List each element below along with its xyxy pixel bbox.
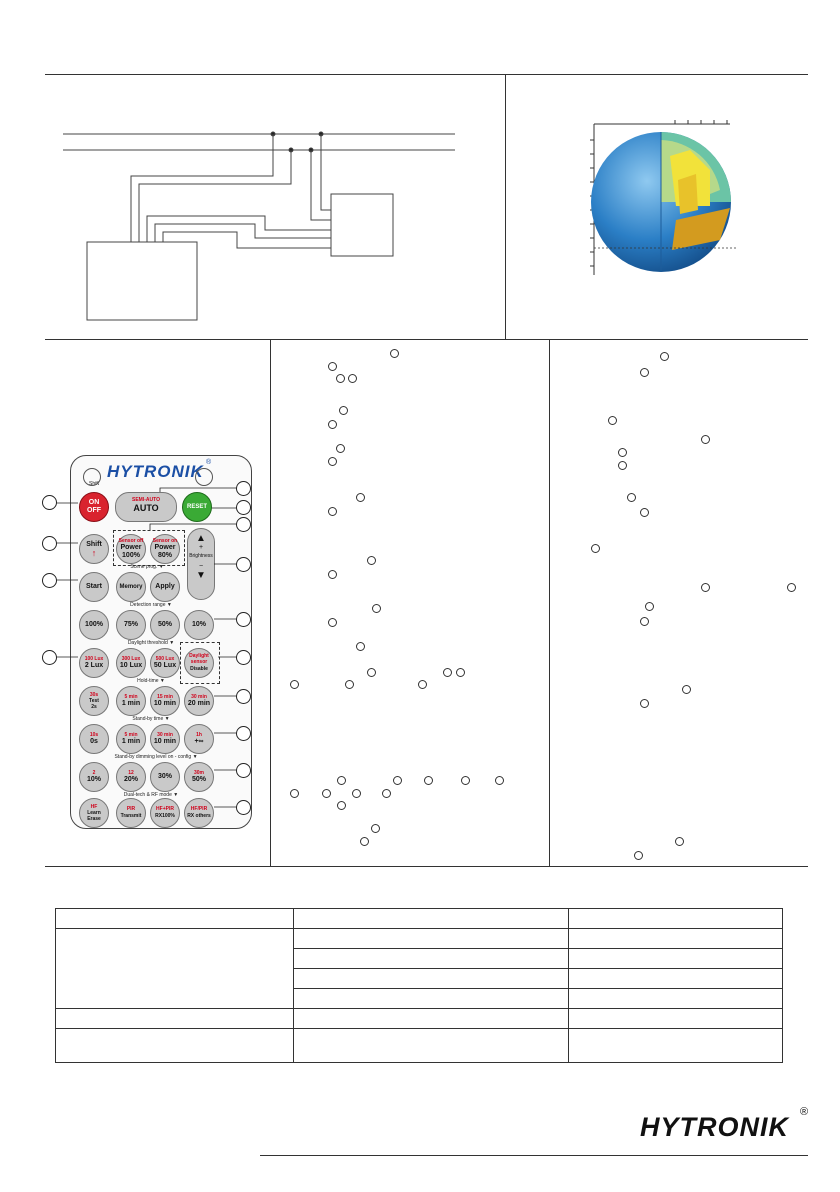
- dim-12-label: 12: [128, 770, 134, 776]
- auto-label: AUTO: [133, 503, 159, 513]
- reference-marker: [328, 507, 337, 516]
- standby-time-label: Stand-by time ▼: [132, 716, 170, 722]
- top-divider: [505, 74, 506, 339]
- reference-marker: [356, 493, 365, 502]
- scene-prog-label: Scene prog. ▼: [130, 564, 164, 570]
- lux-300-label: 300 Lux: [121, 656, 141, 662]
- range-100-button[interactable]: 100%: [79, 610, 109, 640]
- hold-5min-label: 5 min: [124, 694, 138, 700]
- reference-marker: [322, 789, 331, 798]
- hold-1min-label: 1 min: [121, 700, 141, 707]
- hf-pir-label: HF+PIR: [156, 806, 174, 812]
- reference-marker: [787, 583, 796, 592]
- reference-marker: [461, 776, 470, 785]
- reference-marker: [608, 416, 617, 425]
- sensor-off-label: Sensor off: [118, 538, 144, 544]
- standby-infinite-label: +∞: [194, 738, 204, 745]
- scene-apply-button[interactable]: Apply: [150, 572, 180, 602]
- standby-1min-label: 1 min: [121, 738, 141, 745]
- reference-marker: [591, 544, 600, 553]
- scene-start-button[interactable]: Start: [79, 572, 109, 602]
- standby-0s-label: 0s: [90, 738, 98, 745]
- hf-label: HF: [90, 804, 98, 810]
- on-off-button[interactable]: ON OFF: [79, 492, 109, 522]
- reference-marker: [352, 789, 361, 798]
- reference-marker: [336, 444, 345, 453]
- hold-30min-label: 30 min: [191, 694, 207, 700]
- hf-slash-pir-label: HF/PIR: [190, 806, 208, 812]
- reference-marker: [356, 642, 365, 651]
- brightness-plus-icon: +: [198, 544, 204, 551]
- dimming-level-text: Stand-by dimming level: [114, 754, 167, 760]
- lower-rule: [45, 866, 808, 867]
- reference-marker: [339, 406, 348, 415]
- remote-brand-mark: ®: [206, 459, 212, 466]
- range-50-button[interactable]: 50%: [150, 610, 180, 640]
- brightness-down-button[interactable]: ▼: [196, 570, 206, 581]
- reference-marker: [618, 448, 627, 457]
- table-row: [56, 1029, 783, 1063]
- sensor-on-label: Sensor on: [152, 538, 178, 544]
- reference-marker: [337, 776, 346, 785]
- detection-pattern-diagram: [580, 110, 750, 295]
- reference-marker: [640, 699, 649, 708]
- mid-divider-1: [270, 339, 271, 866]
- reference-marker: [424, 776, 433, 785]
- reference-marker: [337, 801, 346, 810]
- reference-marker: [336, 374, 345, 383]
- shift-arrow-icon: ↑: [91, 548, 97, 558]
- pir-label: PIR: [126, 806, 136, 812]
- footer-logo: HYTRONIK: [640, 1112, 789, 1142]
- hold-30s-label: 30s: [89, 692, 99, 698]
- semi-auto-label: SEMI-AUTO: [132, 497, 160, 503]
- table-row: [56, 1009, 783, 1029]
- daylight-threshold-label: Daylight threshold ▼: [127, 640, 175, 646]
- dual-tech-label: Dual-tech & RF mode ▼: [123, 792, 179, 798]
- reference-marker: [682, 685, 691, 694]
- dim-30-button[interactable]: 30%: [150, 762, 180, 792]
- dim-20-label: 20%: [123, 776, 138, 783]
- reference-marker: [328, 570, 337, 579]
- reference-marker: [367, 668, 376, 677]
- reference-marker: [640, 508, 649, 517]
- reference-marker: [367, 556, 376, 565]
- hold-20min-label: 20 min: [187, 700, 211, 707]
- standby-1h-label: 1h: [196, 732, 202, 738]
- table-row: [56, 909, 783, 929]
- reference-marker: [443, 668, 452, 677]
- detection-range-label: Detection range ▼: [130, 602, 172, 608]
- spec-table: [55, 908, 783, 1063]
- reference-marker: [495, 776, 504, 785]
- hold-test-label: Test 2s: [89, 698, 99, 710]
- dim-50-label: 50%: [191, 776, 206, 783]
- hold-15min-label: 15 min: [157, 694, 173, 700]
- reference-marker: [348, 374, 357, 383]
- learn-erase-label: Learn Erase: [87, 810, 101, 822]
- mid-divider-2: [549, 339, 550, 866]
- reference-marker: [372, 604, 381, 613]
- rx-100-label: RX100%: [155, 813, 175, 819]
- power-100-label: Power 100%: [120, 544, 142, 559]
- lux-50-label: 50 Lux: [153, 662, 177, 669]
- lux-10-label: 10 Lux: [119, 662, 143, 669]
- reference-marker: [290, 789, 299, 798]
- reference-marker: [290, 680, 299, 689]
- reference-marker: [701, 583, 710, 592]
- reference-marker: [701, 435, 710, 444]
- brightness-label: Brightness: [189, 553, 213, 559]
- callout-leaders: [0, 0, 260, 860]
- range-75-button[interactable]: 75%: [116, 610, 146, 640]
- reference-marker: [456, 668, 465, 677]
- reference-marker: [675, 837, 684, 846]
- dim-2-label: 2: [92, 770, 96, 776]
- footer-logo-mark: ®: [800, 1106, 809, 1118]
- power-80-label: Power 80%: [154, 544, 176, 559]
- reference-marker: [618, 461, 627, 470]
- brightness-minus-icon: −: [198, 563, 204, 570]
- reference-marker: [345, 680, 354, 689]
- rx-others-label: RX others: [187, 813, 211, 819]
- standby-10s-label: 10s: [89, 732, 99, 738]
- reference-marker: [634, 851, 643, 860]
- reference-marker: [390, 349, 399, 358]
- reference-marker: [418, 680, 427, 689]
- daylight-sensor-label: Daylight sensor: [189, 653, 209, 665]
- reference-marker: [328, 618, 337, 627]
- brightness-up-button[interactable]: ▲: [196, 533, 206, 544]
- reference-marker: [627, 493, 636, 502]
- dim-10-label: 10%: [86, 776, 101, 783]
- scene-memory-button[interactable]: Memory: [116, 572, 146, 602]
- shift-label: Shift: [86, 541, 102, 548]
- reference-marker: [360, 837, 369, 846]
- reference-marker: [640, 617, 649, 626]
- transmit-label: Transmit: [120, 813, 142, 819]
- reference-marker: [660, 352, 669, 361]
- table-row: [56, 929, 783, 949]
- reference-marker: [382, 789, 391, 798]
- reference-marker: [328, 457, 337, 466]
- lux-500-label: 500 Lux: [155, 656, 175, 662]
- hold-10min-label: 10 min: [153, 700, 177, 707]
- hold-time-label: Hold-time ▼: [137, 678, 165, 684]
- lux-100-label: 100 Lux: [84, 656, 104, 662]
- reference-marker: [328, 362, 337, 371]
- remote-brand: HYTRONIK: [107, 462, 204, 481]
- standby-5min-label: 5 min: [124, 732, 138, 738]
- standby-10min-label: 10 min: [153, 738, 177, 745]
- reset-button[interactable]: RESET: [182, 492, 212, 522]
- standby-30min-label: 30 min: [157, 732, 173, 738]
- dimming-config-text: on - config ▼: [167, 754, 198, 760]
- reference-marker: [371, 824, 380, 833]
- dim-30m-label: 30m: [193, 770, 204, 776]
- range-10-button[interactable]: 10%: [184, 610, 214, 640]
- disable-label: Disable: [190, 666, 208, 672]
- lux-2-label: 2 Lux: [84, 662, 104, 669]
- reference-marker: [645, 602, 654, 611]
- footer-rule: [260, 1155, 808, 1156]
- reference-marker: [640, 368, 649, 377]
- shift-indicator-label: Shift: [89, 481, 100, 487]
- reference-marker: [328, 420, 337, 429]
- reference-marker: [393, 776, 402, 785]
